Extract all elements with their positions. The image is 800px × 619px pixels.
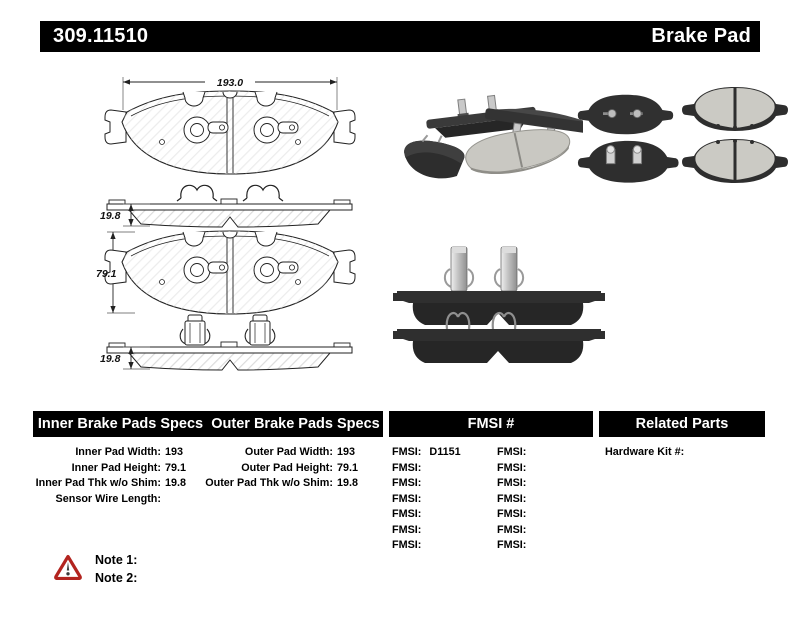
pad-side-view-2 <box>107 342 352 370</box>
fmsi-label: FMSI: <box>392 539 422 551</box>
outer-specs-header: Outer Brake Pads Specs <box>211 416 380 432</box>
piston-2 <box>245 315 275 345</box>
photo-pad-back-pistons <box>578 141 679 183</box>
fmsi-row <box>497 507 534 523</box>
spec-row <box>203 476 383 492</box>
fmsi-row <box>497 461 534 477</box>
fmsi-row <box>392 476 461 492</box>
fmsi-header-bar <box>389 411 593 437</box>
dim-height-label: 79.1 <box>96 268 117 280</box>
spec-label: Sensor Wire Length: <box>55 492 161 505</box>
photo-pad-friction-top <box>682 87 788 131</box>
related-parts-header-bar <box>599 411 765 437</box>
spec-value: 79.1 <box>337 461 359 474</box>
outer-specs-column <box>203 445 383 492</box>
fmsi-row <box>392 492 461 508</box>
inner-specs-column <box>31 445 211 507</box>
fmsi-label: FMSI: <box>497 508 527 520</box>
fmsi-value: D1151 <box>429 446 461 458</box>
fmsi-row <box>392 507 461 523</box>
related-label: Hardware Kit #: <box>605 446 685 458</box>
spec-row <box>203 445 383 461</box>
spec-label: Inner Pad Thk w/o Shim: <box>35 477 161 489</box>
fmsi-row <box>392 538 461 554</box>
fmsi-row <box>392 523 461 539</box>
technical-drawing <box>95 68 365 378</box>
fmsi-label: FMSI: <box>392 477 422 489</box>
fmsi-row <box>497 492 534 508</box>
spec-value: 19.8 <box>165 477 187 489</box>
fmsi-label: FMSI: <box>497 477 527 489</box>
pad-front-view-2 <box>105 231 355 314</box>
warning-triangle-icon <box>54 554 82 580</box>
fmsi-label: FMSI: <box>392 446 422 458</box>
fmsi-label: FMSI: <box>497 523 527 536</box>
spec-label: Inner Pad Height: <box>71 461 161 474</box>
pad-front-view-1 <box>105 91 355 174</box>
fmsi-row <box>497 445 534 461</box>
inner-specs-header: Inner Brake Pads Specs <box>37 416 204 432</box>
photo-pad-friction-bottom <box>682 139 788 183</box>
abutment-clip-1 <box>177 185 217 201</box>
page-title: Brake Pad <box>651 25 751 47</box>
spec-value: 193 <box>165 446 184 458</box>
related-parts-column <box>605 445 692 461</box>
fmsi-label: FMSI: <box>497 446 527 458</box>
fmsi-row <box>392 445 461 461</box>
abutment-clip-2 <box>243 185 283 201</box>
related-row <box>605 445 692 461</box>
note-1: Note 1: <box>95 553 138 567</box>
fmsi-header: FMSI # <box>467 416 515 432</box>
spec-value: 19.8 <box>337 477 359 489</box>
spec-value: 79.1 <box>165 461 187 474</box>
fmsi-label: FMSI: <box>497 539 527 551</box>
notes-section <box>95 552 137 587</box>
dim-thickness-top-label: 19.8 <box>100 210 121 222</box>
fmsi-row <box>392 461 461 477</box>
header-bar <box>40 21 760 52</box>
spec-row <box>203 461 383 477</box>
related-parts-header: Related Parts <box>635 416 729 432</box>
spec-row <box>31 461 211 477</box>
fmsi-column-2 <box>497 445 534 554</box>
fmsi-row <box>497 476 534 492</box>
product-photo-angled <box>398 86 583 194</box>
fmsi-row <box>497 523 534 539</box>
photo-pad-back-sensors <box>578 95 673 135</box>
spec-label: Outer Pad Height: <box>241 461 333 474</box>
pad-side-view-1 <box>107 199 352 227</box>
fmsi-label: FMSI: <box>392 508 422 520</box>
photo-pad-dark-face <box>401 130 468 183</box>
fmsi-label: FMSI: <box>392 461 422 474</box>
piston-1 <box>180 315 210 345</box>
spec-row <box>31 445 211 461</box>
fmsi-column-1 <box>392 445 461 554</box>
product-photo-flat <box>576 84 794 188</box>
dim-width-label: 193.0 <box>216 77 244 89</box>
spec-row <box>31 492 211 508</box>
product-photo-edge <box>393 243 608 378</box>
fmsi-label: FMSI: <box>392 492 422 505</box>
part-number: 309.11510 <box>53 25 149 47</box>
spec-value: 193 <box>337 446 356 458</box>
spec-label: Outer Pad Thk w/o Shim: <box>205 477 333 489</box>
note-2: Note 2: <box>95 570 138 585</box>
fmsi-label: FMSI: <box>392 523 422 536</box>
fmsi-row <box>497 538 534 554</box>
specs-header-bar <box>33 411 383 437</box>
spec-label: Inner Pad Width: <box>75 446 161 458</box>
fmsi-label: FMSI: <box>497 461 527 474</box>
dim-thickness-bottom-label: 19.8 <box>100 353 121 365</box>
spec-label: Outer Pad Width: <box>244 446 333 458</box>
spec-row <box>31 476 211 492</box>
fmsi-label: FMSI: <box>497 492 527 505</box>
